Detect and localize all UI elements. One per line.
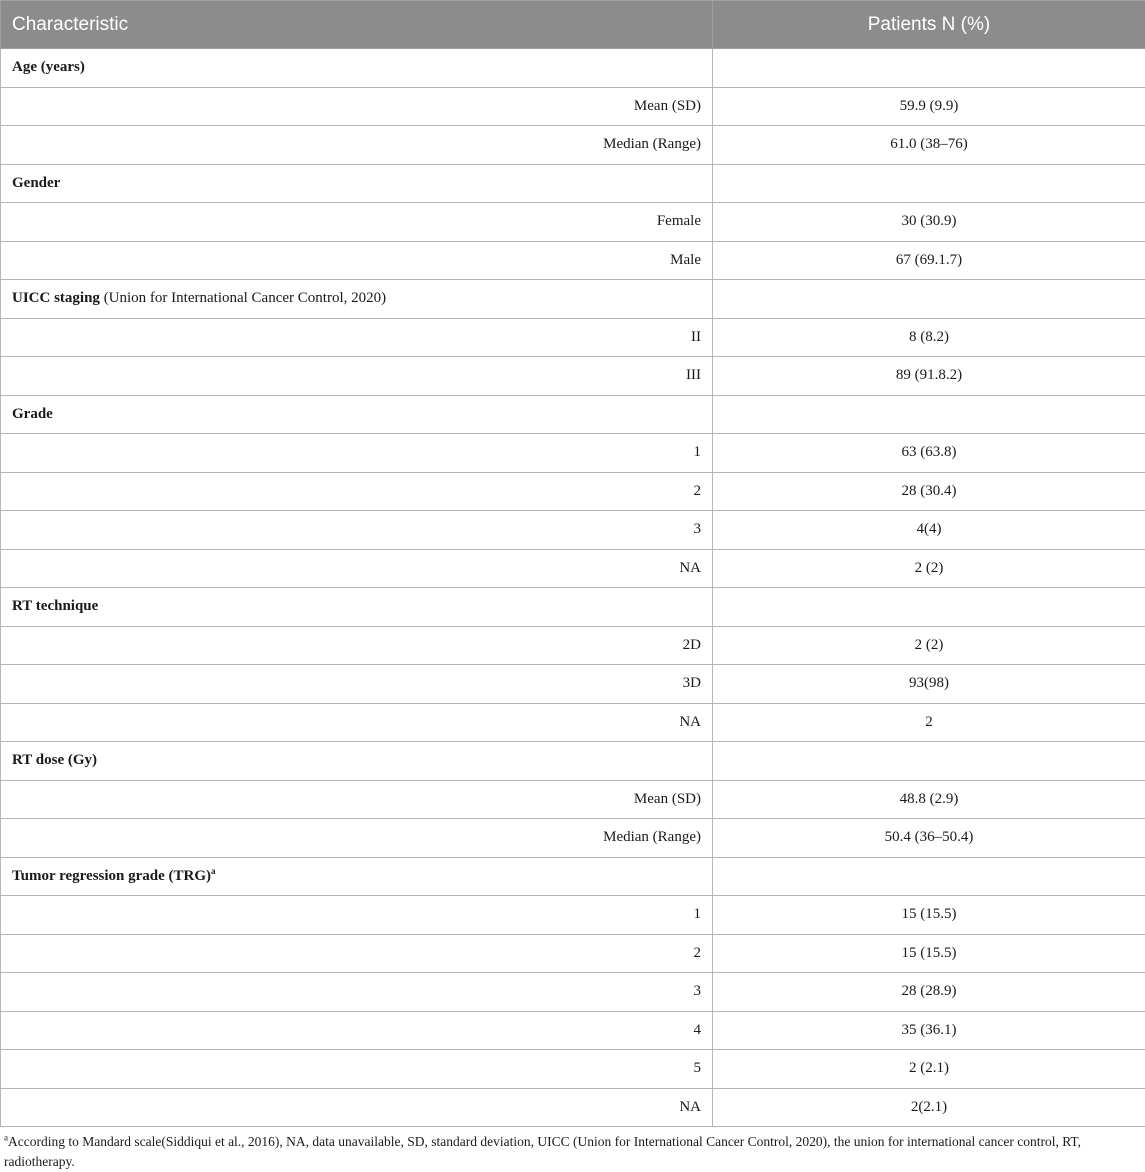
row-value: 2(2.1) <box>713 1088 1145 1127</box>
footnote-text: According to Mandard scale(Siddiqui et al., 2016), NA, data unavailable, SD, standard deviation, UICC (Union for International Cancer Control, 2020), the union for international cancer control, RT, radiotherapy. <box>4 1134 1081 1169</box>
row-value: 50.4 (36–50.4) <box>713 819 1145 858</box>
table-row <box>1 626 1145 665</box>
row-label: III <box>1 357 713 396</box>
section-row-grade <box>1 395 1145 434</box>
row-value: 61.0 (38–76) <box>713 126 1145 165</box>
section-row-rt-dose <box>1 742 1145 781</box>
row-value: 30 (30.9) <box>713 203 1145 242</box>
row-label: Mean (SD) <box>1 780 713 819</box>
row-label: 3 <box>1 511 713 550</box>
table-row <box>1 1011 1145 1050</box>
table-row <box>1 703 1145 742</box>
row-value: 89 (91.8.2) <box>713 357 1145 396</box>
row-label: 4 <box>1 1011 713 1050</box>
row-value: 28 (30.4) <box>713 472 1145 511</box>
row-value: 63 (63.8) <box>713 434 1145 473</box>
header-patients: Patients N (%) <box>713 1 1145 49</box>
row-value: 2 (2) <box>713 549 1145 588</box>
row-value: 2 <box>713 703 1145 742</box>
section-title: Gender <box>1 164 713 203</box>
section-title: UICC staging <box>12 290 100 306</box>
table-row <box>1 357 1145 396</box>
section-title: Grade <box>1 395 713 434</box>
section-empty-cell <box>713 857 1145 896</box>
table-row <box>1 1088 1145 1127</box>
row-value: 8 (8.2) <box>713 318 1145 357</box>
table-row <box>1 87 1145 126</box>
row-value: 2 (2) <box>713 626 1145 665</box>
section-empty-cell <box>713 49 1145 88</box>
section-row-trg <box>1 857 1145 896</box>
header-characteristic: Characteristic <box>1 1 713 49</box>
row-value: 67 (69.1.7) <box>713 241 1145 280</box>
row-label: 2D <box>1 626 713 665</box>
row-label: Female <box>1 203 713 242</box>
section-title-cell <box>1 857 713 896</box>
section-title-cell <box>1 280 713 319</box>
section-empty-cell <box>713 742 1145 781</box>
row-label: NA <box>1 549 713 588</box>
table-row <box>1 1050 1145 1089</box>
row-value: 93(98) <box>713 665 1145 704</box>
footnote-marker: a <box>4 1133 8 1143</box>
row-label: Mean (SD) <box>1 87 713 126</box>
table-row <box>1 203 1145 242</box>
row-label: 1 <box>1 434 713 473</box>
table-row <box>1 973 1145 1012</box>
row-value: 35 (36.1) <box>713 1011 1145 1050</box>
table-row <box>1 780 1145 819</box>
section-empty-cell <box>713 395 1145 434</box>
footnote-marker: a <box>211 866 216 876</box>
section-empty-cell <box>713 164 1145 203</box>
row-label: Male <box>1 241 713 280</box>
row-value: 15 (15.5) <box>713 934 1145 973</box>
table-header <box>1 1 1145 49</box>
row-value: 2 (2.1) <box>713 1050 1145 1089</box>
table-body <box>1 49 1145 1127</box>
row-label: 3 <box>1 973 713 1012</box>
row-label: 3D <box>1 665 713 704</box>
table-row <box>1 896 1145 935</box>
section-title-citation: (Union for International Cancer Control, 2020) <box>104 290 386 306</box>
section-empty-cell <box>713 588 1145 627</box>
section-title: RT dose (Gy) <box>1 742 713 781</box>
row-label: NA <box>1 703 713 742</box>
table-row <box>1 549 1145 588</box>
row-label: 1 <box>1 896 713 935</box>
section-title: Tumor regression grade (TRG) <box>12 868 211 884</box>
section-row-rt-technique <box>1 588 1145 627</box>
section-empty-cell <box>713 280 1145 319</box>
table-row <box>1 318 1145 357</box>
section-row-gender <box>1 164 1145 203</box>
row-value: 15 (15.5) <box>713 896 1145 935</box>
row-label: 2 <box>1 472 713 511</box>
row-value: 59.9 (9.9) <box>713 87 1145 126</box>
row-value: 48.8 (2.9) <box>713 780 1145 819</box>
table-row <box>1 126 1145 165</box>
table-row <box>1 511 1145 550</box>
section-row-uicc-staging <box>1 280 1145 319</box>
section-title: RT technique <box>1 588 713 627</box>
row-value: 28 (28.9) <box>713 973 1145 1012</box>
table-row <box>1 934 1145 973</box>
row-label: Median (Range) <box>1 819 713 858</box>
table-row <box>1 434 1145 473</box>
table-row <box>1 472 1145 511</box>
row-label: Median (Range) <box>1 126 713 165</box>
row-value: 4(4) <box>713 511 1145 550</box>
row-label: 5 <box>1 1050 713 1089</box>
table-row <box>1 241 1145 280</box>
section-row-age <box>1 49 1145 88</box>
header-row <box>1 1 1145 49</box>
table-row <box>1 665 1145 704</box>
row-label: 2 <box>1 934 713 973</box>
section-title: Age (years) <box>1 49 713 88</box>
row-label: II <box>1 318 713 357</box>
table-footnote <box>4 1132 1139 1172</box>
row-label: NA <box>1 1088 713 1127</box>
table-row <box>1 819 1145 858</box>
